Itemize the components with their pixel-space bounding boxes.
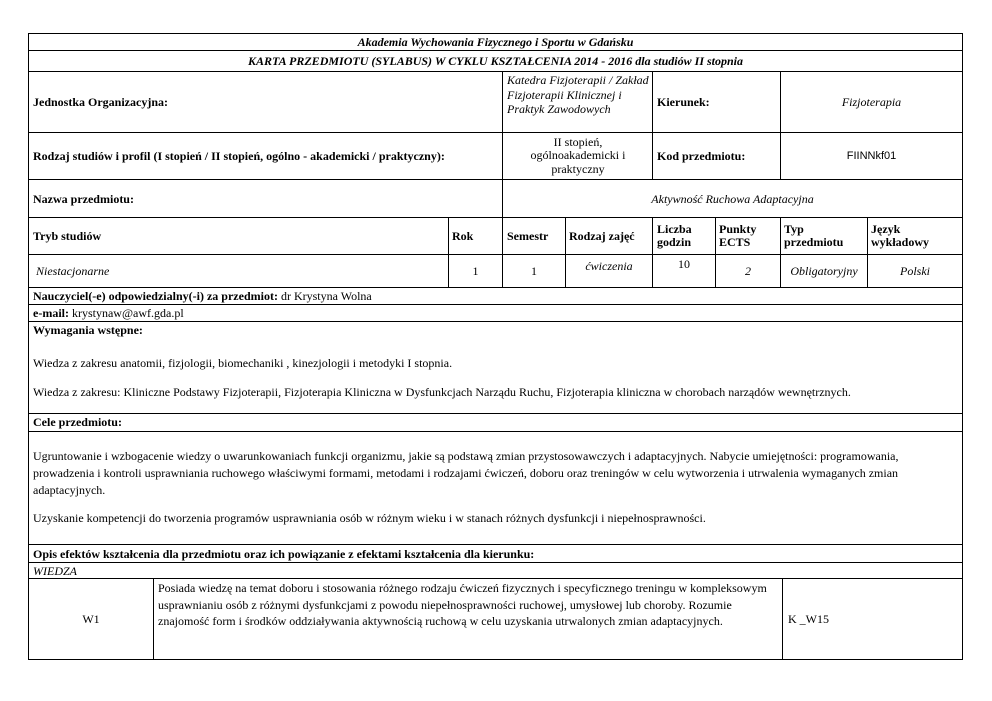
value-hours: 10	[678, 257, 690, 271]
value-year: 1	[472, 264, 479, 278]
value-semester: 1	[531, 264, 537, 278]
value-ects: 2	[745, 264, 751, 278]
syllabus-title: KARTA PRZEDMIOTU (SYLABUS) W CYKLU KSZTAŁCENIA 2014 - 2016 dla studiów II stopnia	[248, 54, 743, 68]
header-year: Rok	[452, 229, 474, 243]
header-language: Język wykładowy	[871, 222, 930, 249]
requirements-paragraph-1: Wiedza z zakresu anatomii, fizjologii, biomechaniki , kinezjologii i metodyki I stopnia.	[33, 356, 453, 370]
header-subject-type: Typ przedmiotu	[784, 222, 844, 249]
goals-label: Cele przedmiotu:	[33, 415, 122, 429]
subject-code-label: Kod przedmiotu:	[657, 149, 746, 163]
outcome-code: W1	[82, 612, 100, 626]
requirements-label: Wymagania wstępne:	[33, 323, 143, 337]
value-class-type: ćwiczenia	[585, 259, 633, 273]
header-class-type: Rodzaj zajęć	[569, 229, 635, 243]
teacher-name: dr Krystyna Wolna	[280, 289, 372, 303]
field-value: Fizjoterapia	[841, 95, 902, 109]
studies-value: II stopień, ogólnoakademicki i praktyczny	[530, 134, 626, 176]
header-semester: Semestr	[507, 229, 549, 243]
subject-code-value: FIINNkf01	[846, 150, 897, 162]
goals-paragraph-1: Ugruntowanie i wzbogacenie wiedzy o uwarunkowaniach funkcji organizmu, jakie są podstawą zmian przystosowawczych i adaptacyjnych. Nabycie umiejętności: programowania, prowadzenia i kontroli usprawniania ruchowego właściwymi formami, metodami i rodzajami ćwiczeń, doboru oraz treningów w celu wytworzenia i utrwalenia wymaganych zmian adaptacyjnych.	[33, 449, 899, 497]
value-subject-type: Obligatoryjny	[790, 264, 858, 278]
subject-name-value: Aktywność Ruchowa Adaptacyjna	[651, 191, 814, 206]
header-hours: Liczba godzin	[657, 222, 692, 249]
institution-title: Akademia Wychowania Fizycznego i Sportu w Gdańsku	[357, 35, 634, 49]
studies-label: Rodzaj studiów i profil (I stopień / II stopień, ogólno - akademicki / praktyczny):	[33, 149, 445, 163]
header-study-mode: Tryb studiów	[33, 229, 102, 243]
outcome-reference: K _W15	[788, 612, 829, 626]
subject-name-label: Nazwa przedmiotu:	[33, 191, 134, 206]
value-study-mode: Niestacjonarne	[36, 264, 110, 278]
header-ects: Punkty ECTS	[719, 222, 757, 249]
outcome-description: Posiada wiedzę na temat doboru i stosowania różnego rodzaju ćwiczeń fizycznych i specyficznego treningu w kompleksowym usprawnianiu osób z różnymi dysfunkcjami z powodu niepełnosprawności ruchowej, umysłowej lub choroby. Rozumie znajomość form i środków oddziaływania aktywnością ruchową w celu uzyskania utrwalonych zmian adaptacyjnych.	[158, 581, 767, 628]
value-language: Polski	[900, 264, 930, 278]
teacher-row	[33, 288, 961, 304]
email-row	[33, 305, 961, 321]
teacher-label: Nauczyciel(-e) odpowiedzialny(-i) za przedmiot:	[33, 289, 278, 303]
unit-label: Jednostka Organizacyjna:	[33, 95, 168, 109]
requirements-paragraph-2: Wiedza z zakresu: Kliniczne Podstawy Fizjoterapii, Fizjoterapia Kliniczna w Dysfunkcjach Narządu Ruchu, Fizjoterapia kliniczna w chorobach narządów wewnętrznych.	[33, 385, 851, 399]
unit-value: Katedra Fizjoterapii / Zakład Fizjoterapii Klinicznej i Praktyk Zawodowych	[507, 73, 649, 116]
outcomes-category: WIEDZA	[33, 563, 77, 578]
field-label: Kierunek:	[657, 95, 710, 109]
outcomes-label: Opis efektów kształcenia dla przedmiotu oraz ich powiązanie z efektami kształcenia dla kierunku:	[33, 546, 535, 561]
goals-paragraph-2: Uzyskanie kompetencji do tworzenia programów usprawniania osób w różnym wieku i w stanach różnych dysfunkcji i niepełnosprawności.	[33, 511, 706, 525]
email-label: e-mail:	[33, 306, 69, 320]
email-value[interactable]: krystynaw@awf.gda.pl	[71, 306, 184, 320]
